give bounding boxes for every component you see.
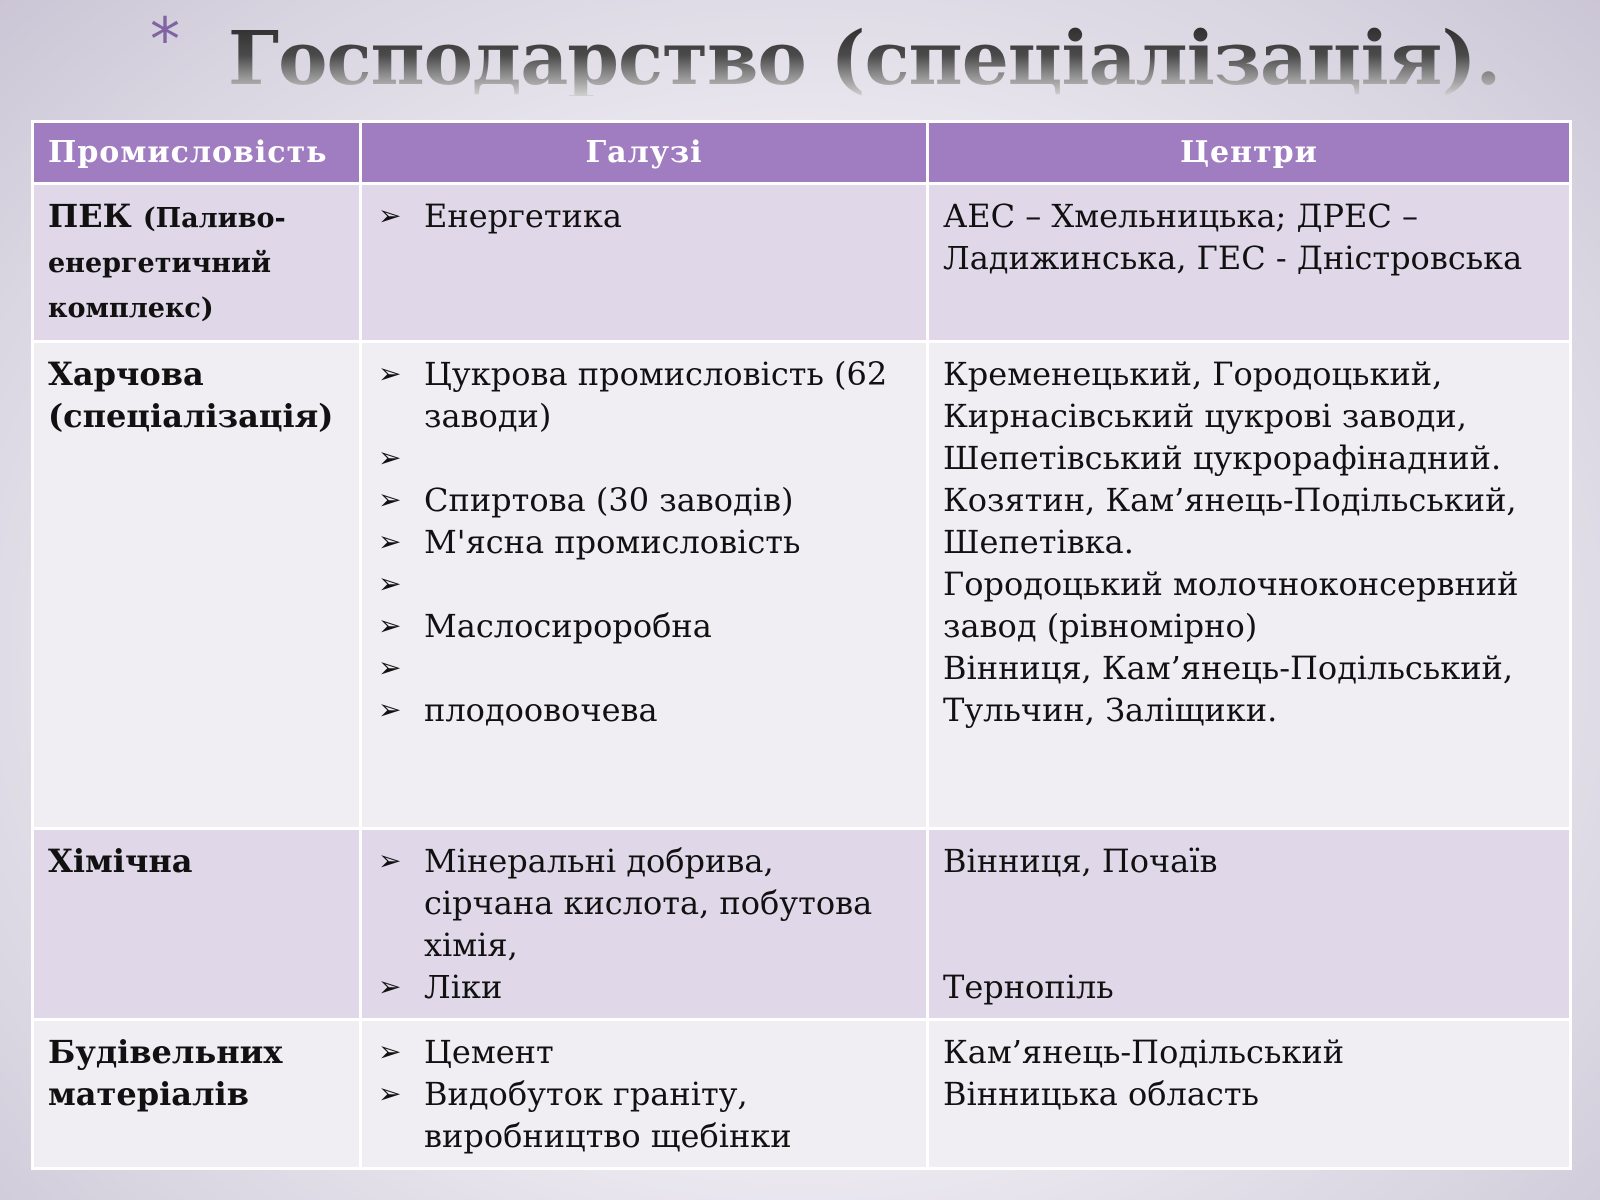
industry-cell: [33, 184, 361, 342]
industry-name: Харчова (спеціалізація): [48, 355, 334, 435]
branch-item: ➢ Маслосироробна: [376, 605, 912, 647]
branch-item: ➢ М'ясна промисловість: [376, 521, 912, 563]
table-row: [33, 342, 1571, 829]
header-industry: Промисловість: [33, 122, 361, 184]
title-bullet-icon: *: [150, 5, 180, 75]
branch-item: ➢ Цемент: [376, 1031, 912, 1073]
industry-name: Хімічна: [48, 842, 193, 880]
center-text: Вінниця, Почаїв: [943, 842, 1218, 880]
spacer: [376, 647, 912, 689]
table-row: [33, 184, 1571, 342]
centers-cell: [928, 829, 1571, 1020]
centers-cell: [928, 184, 1571, 342]
industry-cell: [33, 1020, 361, 1169]
industry-cell: [33, 829, 361, 1020]
header-centers: Центри: [928, 122, 1571, 184]
branch-item: ➢ Ліки: [376, 966, 912, 1008]
branches-cell: [361, 829, 928, 1020]
center-text: Городоцький молочноконсервний завод (рівномірно): [943, 565, 1519, 645]
center-text: Кам’янець-Подільський: [943, 1033, 1345, 1071]
branch-item: ➢ Мінеральні добрива, сірчана кислота, побутова хімія,: [376, 840, 912, 966]
spacer: [376, 563, 912, 605]
branches-cell: [361, 342, 928, 829]
industry-name: Будівельних матеріалів: [48, 1033, 283, 1113]
centers-cell: [928, 342, 1571, 829]
page-title: Господарство (спеціалізація).: [228, 16, 1501, 102]
table-row: [33, 829, 1571, 1020]
centers-cell: [928, 1020, 1571, 1169]
branch-item: ➢ Цукрова промисловість (62 заводи): [376, 353, 912, 437]
branch-item: ➢ Спиртова (30 заводів): [376, 479, 912, 521]
table-header-row: [33, 122, 1571, 184]
industry-note: (Паливо-енергетичний комплекс): [48, 203, 286, 324]
table-row: [33, 1020, 1571, 1169]
industry-name: ПЕК: [48, 197, 132, 235]
header-branches: Галузі: [361, 122, 928, 184]
center-text: Тернопіль: [943, 968, 1114, 1006]
spacer: [943, 882, 1555, 924]
branch-item: ➢ Енергетика: [376, 195, 912, 237]
center-text: Вінниця, Кам’янець-Подільський, Тульчин, Заліщики.: [943, 649, 1514, 729]
center-text: Вінницька область: [943, 1075, 1259, 1113]
branches-cell: [361, 1020, 928, 1169]
branch-item: ➢ Видобуток граніту, виробництво щебінки: [376, 1073, 912, 1157]
center-text: Козятин, Кам’янець-Подільський, Шепетівка.: [943, 481, 1517, 561]
spacer: [376, 437, 912, 479]
branch-item: ➢ плодоовочева: [376, 689, 912, 731]
spacer: [943, 924, 1555, 966]
branches-cell: [361, 184, 928, 342]
center-text: АЕС – Хмельницька; ДРЕС – Ладижинська, ГЕС - Дністровська: [943, 197, 1523, 277]
industry-table: [31, 120, 1572, 1170]
center-text: Кременецький, Городоцький, Кирнасівський цукрові заводи, Шепетівський цукрорафінадний.: [943, 355, 1502, 477]
industry-cell: [33, 342, 361, 829]
